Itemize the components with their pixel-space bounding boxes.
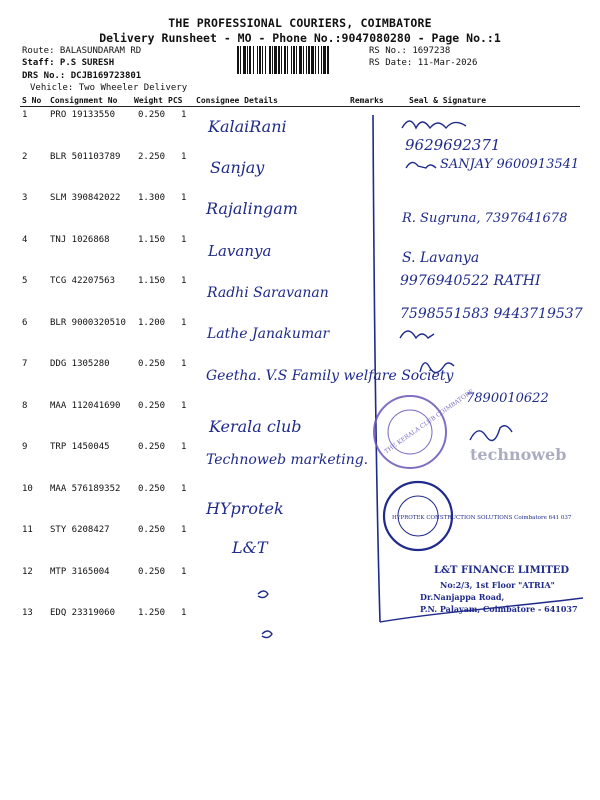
route-label: Route: BALASUNDARAM RD — [22, 46, 142, 56]
col-remarks: Remarks — [350, 96, 384, 105]
row-pcs: 1 — [181, 483, 187, 494]
row-pcs: 1 — [181, 608, 187, 618]
col-consignment: Consignment No — [50, 96, 118, 105]
row-consignment: MTP 3165004 — [50, 566, 110, 577]
row-pcs: 1 — [181, 442, 187, 452]
barcode-bar — [321, 46, 322, 74]
barcode-bar — [272, 46, 273, 74]
col-consignee: Consignee Details — [196, 96, 278, 105]
row-sno: 10 — [22, 483, 33, 494]
barcode-bar — [308, 46, 310, 74]
row-pcs: 1 — [181, 400, 187, 411]
lt-address-2: Dr.Nanjappa Road, — [420, 592, 505, 602]
consignee-hand: Lavanya — [208, 242, 272, 260]
row-pcs: 1 — [181, 276, 187, 286]
tick-mark — [262, 631, 272, 638]
barcode-bar — [259, 46, 261, 74]
barcode-bar — [303, 46, 304, 74]
row-consignment: TCG 42207563 — [50, 276, 116, 286]
row-weight: 1.300 — [138, 193, 166, 203]
row-weight: 0.250 — [138, 525, 166, 535]
row-pcs: 1 — [181, 525, 187, 535]
barcode-bar — [249, 46, 251, 74]
row-consignment: MAA 576189352 — [50, 483, 121, 494]
kerala-club-stamp — [374, 388, 475, 468]
runsheet-subtitle: Delivery Runsheet - MO - Phone No.:9047080280 - Page No.:1 — [99, 31, 501, 45]
row-pcs: 1 — [181, 359, 187, 369]
signature-hand: 9629692371 — [405, 136, 501, 154]
row-sno: 3 — [22, 193, 28, 203]
col-sno: S No — [22, 96, 42, 105]
barcode-bar — [237, 46, 239, 74]
lt-finance-stamp — [420, 565, 578, 614]
row-pcs: 1 — [181, 317, 187, 328]
signature-hand: 9976940522 RATHI — [400, 273, 541, 289]
row-sno: 1 — [22, 110, 28, 120]
barcode-bar — [278, 46, 280, 74]
barcode-bar — [315, 46, 316, 74]
vehicle-label: Vehicle: Two Wheeler Delivery — [30, 83, 188, 93]
runsheet-title: THE PROFESSIONAL COURIERS, COIMBATORE — [168, 16, 432, 30]
row-sno: 5 — [22, 276, 28, 286]
barcode-bar — [299, 46, 302, 74]
row-sno: 8 — [22, 400, 28, 411]
row-sno: 9 — [22, 442, 28, 452]
row-pcs: 1 — [181, 110, 187, 120]
signature-hand: S. Lavanya — [402, 250, 480, 266]
row-consignment: EDQ 23319060 — [50, 608, 116, 618]
row-consignment: SLM 390842022 — [50, 193, 121, 203]
row-weight: 0.250 — [138, 483, 166, 494]
row-sno: 11 — [22, 525, 33, 535]
barcode-bar — [240, 46, 241, 74]
row-weight: 0.250 — [138, 442, 166, 452]
barcode-bar — [269, 46, 271, 74]
row-sno: 7 — [22, 359, 28, 369]
barcode-bar — [262, 46, 263, 74]
row-weight: 1.150 — [138, 234, 166, 245]
row-consignment: TRP 1450045 — [50, 442, 110, 452]
hyprotek-stamp — [384, 482, 572, 550]
staff-label: Staff: P.S SURESH — [22, 58, 115, 68]
barcode-bar — [253, 46, 254, 74]
signature-scribble — [406, 162, 436, 168]
row-weight: 2.250 — [138, 151, 166, 162]
signature-hand: 7890010622 — [466, 391, 549, 406]
row-weight: 1.250 — [138, 608, 166, 618]
row-sno: 6 — [22, 317, 28, 328]
signature-scribble — [402, 121, 466, 128]
signature-hand: SANJAY 9600913541 — [440, 157, 580, 172]
barcode-bar — [323, 46, 326, 74]
row-weight: 1.200 — [138, 317, 166, 328]
consignee-hand: Kerala club — [209, 417, 302, 436]
row-weight: 0.250 — [138, 110, 166, 120]
barcode-bar — [257, 46, 258, 74]
barcode-bar — [306, 46, 307, 74]
row-consignment: BLR 501103789 — [50, 151, 121, 162]
row-weight: 0.250 — [138, 359, 166, 369]
barcode-bar — [293, 46, 295, 74]
consignee-hand — [206, 368, 454, 384]
consignee-hand: Radhi Saravanan — [207, 285, 329, 301]
barcode-bar — [284, 46, 286, 74]
drs-number: DRS No.: DCJB169723801 — [22, 71, 142, 81]
signature-hand: R. Sugruna, 7397641678 — [402, 211, 568, 226]
col-signature: Seal & Signature — [409, 96, 487, 105]
barcode-bar — [287, 46, 288, 74]
row-weight: 1.150 — [138, 276, 166, 286]
barcode-bar — [296, 46, 297, 74]
ink-line — [373, 115, 380, 622]
lt-address-3: P.N. Palayam, Coimbatore - 641037 — [420, 604, 578, 614]
row-sno: 2 — [22, 151, 28, 162]
signature-scribble — [470, 426, 512, 441]
barcode-bar — [281, 46, 282, 74]
consignee-hand-line: Geetha. V.S Family welfare Society — [206, 368, 454, 384]
signature-scribble — [400, 331, 434, 338]
row-consignment: MAA 112041690 — [50, 400, 121, 411]
tick-mark — [258, 591, 268, 598]
consignee-hand: KalaiRani — [208, 117, 287, 136]
row-consignment: STY 6208427 — [50, 525, 110, 535]
barcode-bar — [247, 46, 248, 74]
barcode — [237, 46, 365, 74]
kerala-stamp-text: THE KERALA CLUB COIMBATORE — [383, 387, 476, 456]
row-consignment: DDG 1305280 — [50, 359, 110, 369]
barcode-bar — [327, 46, 329, 74]
ink-line — [380, 598, 583, 622]
lt-name: L&T FINANCE LIMITED — [434, 565, 570, 576]
barcode-bar — [265, 46, 266, 74]
row-weight: 0.250 — [138, 400, 166, 411]
consignee-hand: L&T — [232, 538, 268, 557]
signature-scribble — [420, 363, 454, 373]
header-rule — [20, 106, 580, 107]
col-weight: Weight — [134, 96, 163, 105]
row-pcs: 1 — [181, 151, 187, 162]
row-sno: 13 — [22, 608, 33, 618]
consignee-hand: Sanjay — [210, 158, 265, 177]
lt-address-1: No:2/3, 1st Floor "ATRIA" — [440, 580, 555, 590]
barcode-bar — [318, 46, 319, 74]
row-pcs: 1 — [181, 234, 187, 245]
rs-date: RS Date: 11-Mar-2026 — [369, 58, 478, 68]
col-pcs: PCS — [168, 96, 183, 105]
consignee-hand: HYprotek — [206, 499, 284, 518]
signature-hand: 7598551583 9443719537 — [400, 306, 583, 322]
consignee-hand: Rajalingam — [206, 199, 298, 218]
technoweb-stamp: technoweb — [470, 445, 567, 464]
row-consignment: BLR 9000320510 — [50, 317, 126, 328]
barcode-bar — [243, 46, 246, 74]
barcode-bar — [291, 46, 292, 74]
rs-number: RS No.: 1697238 — [369, 46, 451, 56]
row-consignment: TNJ 1026868 — [50, 234, 110, 245]
barcode-bar — [311, 46, 314, 74]
consignee-hand — [206, 452, 368, 468]
row-pcs: 1 — [181, 566, 187, 577]
row-sno: 12 — [22, 566, 33, 577]
hyprotek-stamp-text: HYPROTEK CONSTRUCTION SOLUTIONS Coimbatore 641 037 — [392, 515, 572, 521]
consignee-hand: Lathe Janakumar — [207, 326, 330, 342]
row-sno: 4 — [22, 234, 28, 245]
row-consignment: PRO 19133550 — [50, 110, 116, 120]
consignee-hand-line: Technoweb marketing. — [206, 452, 369, 468]
row-weight: 0.250 — [138, 566, 166, 577]
row-pcs: 1 — [181, 193, 187, 203]
barcode-bar — [274, 46, 277, 74]
